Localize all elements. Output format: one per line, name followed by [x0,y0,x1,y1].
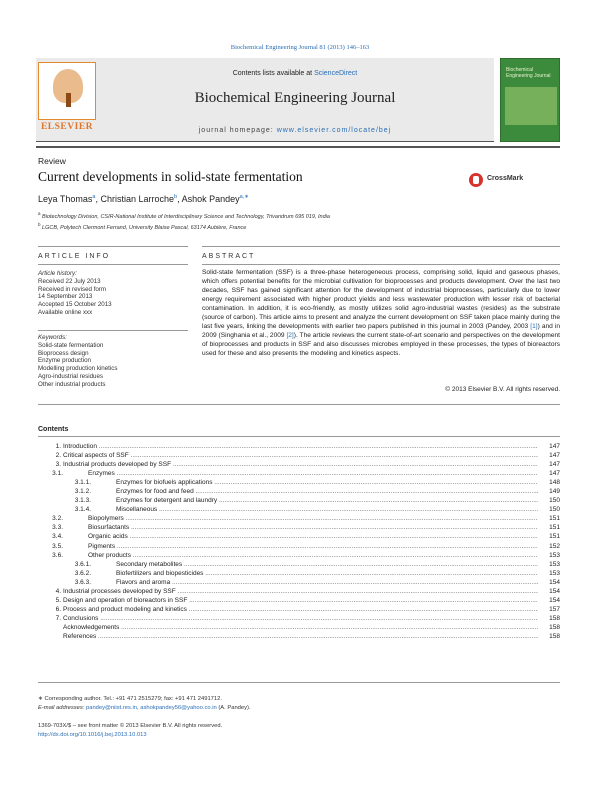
keywords-label: Keywords: [38,334,67,341]
toc-number: 3.1.4. [74,506,91,514]
history-line: Accepted 15 October 2013 [38,301,112,308]
toc-number: 3.6. [52,551,63,559]
email-note [38,705,251,711]
toc-page: 153 [540,551,560,560]
crossmark-icon [469,173,483,187]
abstract-top-rule [202,246,560,247]
toc-page: 152 [540,542,560,551]
toc-number: 3.4. [52,533,63,541]
abstract-heading-rule [202,264,560,265]
toc-title[interactable]: Secondary metabolites ..... [116,560,538,569]
toc-title[interactable]: Flavors and aroma ..... [116,578,538,587]
author-affil-marker[interactable]: a [92,194,96,200]
article-history [38,270,178,317]
elsevier-tree-logo [38,62,96,120]
journal-citation[interactable]: Biochemical Engineering Journal 81 (2013) 146–163 [230,44,370,51]
toc-entry[interactable] [38,487,560,496]
keyword: Modelling production kinetics [38,365,118,372]
toc-number: 2. [55,452,61,460]
affil-marker: b [38,222,41,227]
toc-number: 3.1. [52,470,63,478]
crossmark-badge[interactable] [469,172,561,190]
toc-entry[interactable] [38,587,560,596]
keywords-rule [38,330,188,331]
contents-prefix: Contents lists available at [232,70,315,77]
toc-number: 3.6.1. [74,560,91,568]
toc-title[interactable]: Industrial products developed by SSF ..... [63,460,538,469]
toc-title[interactable]: Critical aspects of SSF ..... [63,451,538,460]
history-label: Article history: [38,270,77,277]
cover-band [505,87,557,125]
abstract-text: ). The article reviews the current state-of-art scenario and perspectives on the development of bioprocesses and products in SSF and also discusses microbes employed in these processes, the types of bioreactors used for these and also presents the modeling and kinetics aspects. [202,332,560,358]
toc-number: 4. [55,587,61,595]
toc-entry[interactable] [38,514,560,523]
abstract-text: ) and in 2009 (Singhania et al., 2009 [202,323,561,340]
toc-title[interactable]: Enzymes for food and feed ..... [116,487,538,496]
history-line: Received in revised form [38,285,107,293]
toc-title[interactable]: Introduction ..... [63,442,538,451]
history-line: Received 22 July 2013 [38,277,101,285]
author-name[interactable]: Leya Thomas [38,194,93,204]
keyword: Bioprocess design [38,349,89,357]
toc-title[interactable]: Biosurfactants ..... [88,523,538,532]
toc-entry[interactable] [38,569,560,578]
journal-cover-thumbnail [500,58,560,142]
toc-page: 154 [540,587,560,596]
toc-entry[interactable] [38,614,560,623]
toc-entry[interactable] [38,542,560,551]
toc-title[interactable]: Pigments ..... [88,542,538,551]
contents-available [96,70,494,77]
toc-title[interactable]: Design and operation of bioreactors in SSF ..... [63,596,538,605]
toc-page: 147 [540,442,560,451]
article-type: Review [38,156,66,166]
toc-number: 3. [55,461,61,469]
toc-entry[interactable] [38,451,560,460]
homepage-link[interactable]: www.elsevier.com/locate/bej [276,127,392,134]
toc-title[interactable]: Biofertilizers and biopesticides ..... [116,569,538,578]
toc-title[interactable]: Other products ..... [88,551,538,560]
toc-entry[interactable] [38,605,560,614]
abstract-body [202,268,560,358]
toc-page: 150 [540,496,560,505]
reference-link[interactable]: [1] [530,323,538,331]
toc-page: 158 [540,632,560,641]
author-affil-marker[interactable]: a,∗ [239,194,249,200]
toc-entry[interactable] [38,578,560,587]
email-label: E-mail addresses: [38,705,87,711]
toc-entry[interactable] [38,496,560,505]
author-name[interactable]: Christian Larroche [100,194,174,204]
reference-link[interactable]: [2] [286,332,294,340]
sciencedirect-link[interactable]: ScienceDirect [314,70,358,77]
copyright-notice: © 2013 Elsevier B.V. All rights reserved. [445,386,560,393]
affil-text: Biotechnology Division, CSIR-National Institute of Interdisciplinary Science and Technology, Trivandrum 695 019, India [42,213,330,220]
toc-page: 151 [540,532,560,541]
toc-entry[interactable] [38,523,560,532]
toc-page: 154 [540,596,560,605]
toc-title[interactable]: Miscellaneous ..... [116,505,538,514]
table-of-contents [38,442,560,641]
toc-title[interactable]: Industrial processes developed by SSF ..... [63,587,538,596]
affil-marker: a [38,211,41,216]
keyword: Enzyme production [38,357,91,365]
cover-title: Biochemical Engineering Journal [506,67,551,79]
toc-title[interactable]: Enzymes ..... [88,469,538,478]
toc-title[interactable]: Enzymes for biofuels applications ..... [116,478,538,487]
header-divider [36,146,560,148]
toc-number: 3.1.2. [74,488,91,496]
homepage-label: journal homepage: [198,127,277,134]
history-line: 14 September 2013 [38,293,93,301]
toc-entry[interactable] [38,623,560,632]
toc-page: 158 [540,623,560,632]
toc-page: 154 [540,578,560,587]
toc-page: 157 [540,605,560,614]
doi-line [38,732,147,738]
toc-number: 7. [55,614,61,622]
abstract-heading: ABSTRACT [202,253,256,260]
affil-text: LGCB, Polytech Clermont Ferrand, University Blaise Pascal, 63174 Aubière, France [42,224,247,231]
toc-page: 148 [540,478,560,487]
toc-entry[interactable] [38,532,560,541]
toc-number: 3.1.1. [74,479,91,487]
publisher-name: ELSEVIER [40,122,94,132]
history-line: Available online xxx [38,308,93,316]
toc-page: 147 [540,451,560,460]
toc-number: 3.5. [52,542,63,550]
toc-page: 153 [540,569,560,578]
toc-number: 3.3. [52,524,63,532]
tree-trunk-shape [66,93,71,107]
issn-line: 1369-703X/$ – see front matter © 2013 Elsevier B.V. All rights reserved. [38,723,223,729]
toc-page: 147 [540,469,560,478]
keyword: Other industrial products [38,380,106,388]
info-top-rule [38,246,188,247]
keyword: Agro-industrial residues [38,372,103,380]
toc-entry[interactable] [38,560,560,569]
toc-title[interactable]: Organic acids ..... [88,532,538,541]
toc-title[interactable]: References ..... [63,632,538,641]
toc-number: 3.6.3. [74,578,91,586]
affiliation [38,222,246,231]
toc-entry[interactable] [38,478,560,487]
article-title: Current developments in solid-state fermentation [38,169,303,184]
email-link[interactable]: pandey@niist.res.in [86,705,138,711]
keywords [38,334,178,388]
toc-entry[interactable] [38,505,560,514]
toc-page: 158 [540,614,560,623]
email-tail: (A. Pandey). [216,705,251,711]
crossmark-label: CrossMark [487,175,524,182]
article-info-heading: ARTICLE INFO [38,253,111,260]
keyword: Solid-state fermentation [38,341,104,349]
affiliation [38,211,330,220]
author-list: Leya Thomas$^a$, Christian Larroche$^b$, Ashok Pandey$^{a,∗}$ [38,194,249,204]
toc-page: 147 [540,460,560,469]
toc-page: 150 [540,505,560,514]
toc-title[interactable]: Biopolymers ..... [88,514,538,523]
doi-link[interactable]: http://dx.doi.org/10.1016/j.bej.2013.10.013 [38,732,147,738]
toc-entry[interactable] [38,551,560,560]
toc-title[interactable]: Acknowledgements ..... [63,623,538,632]
toc-number: 6. [55,605,61,613]
toc-title[interactable]: Process and product modeling and kinetics ..... [63,605,538,614]
toc-entry[interactable] [38,596,560,605]
toc-number: 3.1.3. [74,497,91,505]
toc-title[interactable]: Enzymes for detergent and laundry ..... [116,496,538,505]
author-affil-marker[interactable]: b [174,194,178,200]
corresponding-author-note: ∗ Corresponding author. Tel.: +91 471 2515279; fax: +91 471 2491712. [38,696,222,702]
toc-number: 5. [55,596,61,604]
abstract-text: Solid-state fermentation (SSF) is a three-phase heterogeneous process, comprising solid, liquid and gaseous phases, which offers potential benefits for the microbial cultivation for bioprocesses and products development. Over the last two decades, SSF has gained significant attention for the development of industrial bioprocesses, particularly due to lower energy requirement associated with higher product yields and less wastewater production with lesser risk of bacterial contamination. In addition, it is eco-friendly, as mostly utilizes solid agro-industrial wastes (resides) as the substrate (source of carbon). This article aims to present and analyze the current development on SSF taken place mainly during the last five years, linking the developments with earlier two papers published in this journal in 2003 (Pandey, 2003 [202,269,560,331]
toc-entry[interactable] [38,460,560,469]
contents-heading: Contents [38,426,69,433]
contents-bottom-rule [38,682,560,683]
toc-page: 153 [540,560,560,569]
toc-number: 1. [55,443,61,450]
author-name[interactable]: Ashok Pandey [181,194,240,204]
toc-page: 151 [540,523,560,532]
journal-title: Biochemical Engineering Journal [194,90,396,106]
journal-homepage [96,127,494,134]
email-link[interactable]: ashokpandey56@yahoo.co.in [140,705,217,711]
toc-entry[interactable] [38,469,560,478]
abstract-bottom-rule [38,404,560,405]
contents-top-rule [38,436,560,437]
toc-entry[interactable] [38,442,560,451]
email-separator: , [137,705,141,711]
toc-number: 3.2. [52,515,63,523]
toc-title[interactable]: Conclusions ..... [63,614,538,623]
toc-page: 151 [540,514,560,523]
toc-number: 3.6.2. [74,569,91,577]
toc-entry[interactable] [38,632,560,641]
info-heading-rule [38,264,188,265]
toc-page: 149 [540,487,560,496]
